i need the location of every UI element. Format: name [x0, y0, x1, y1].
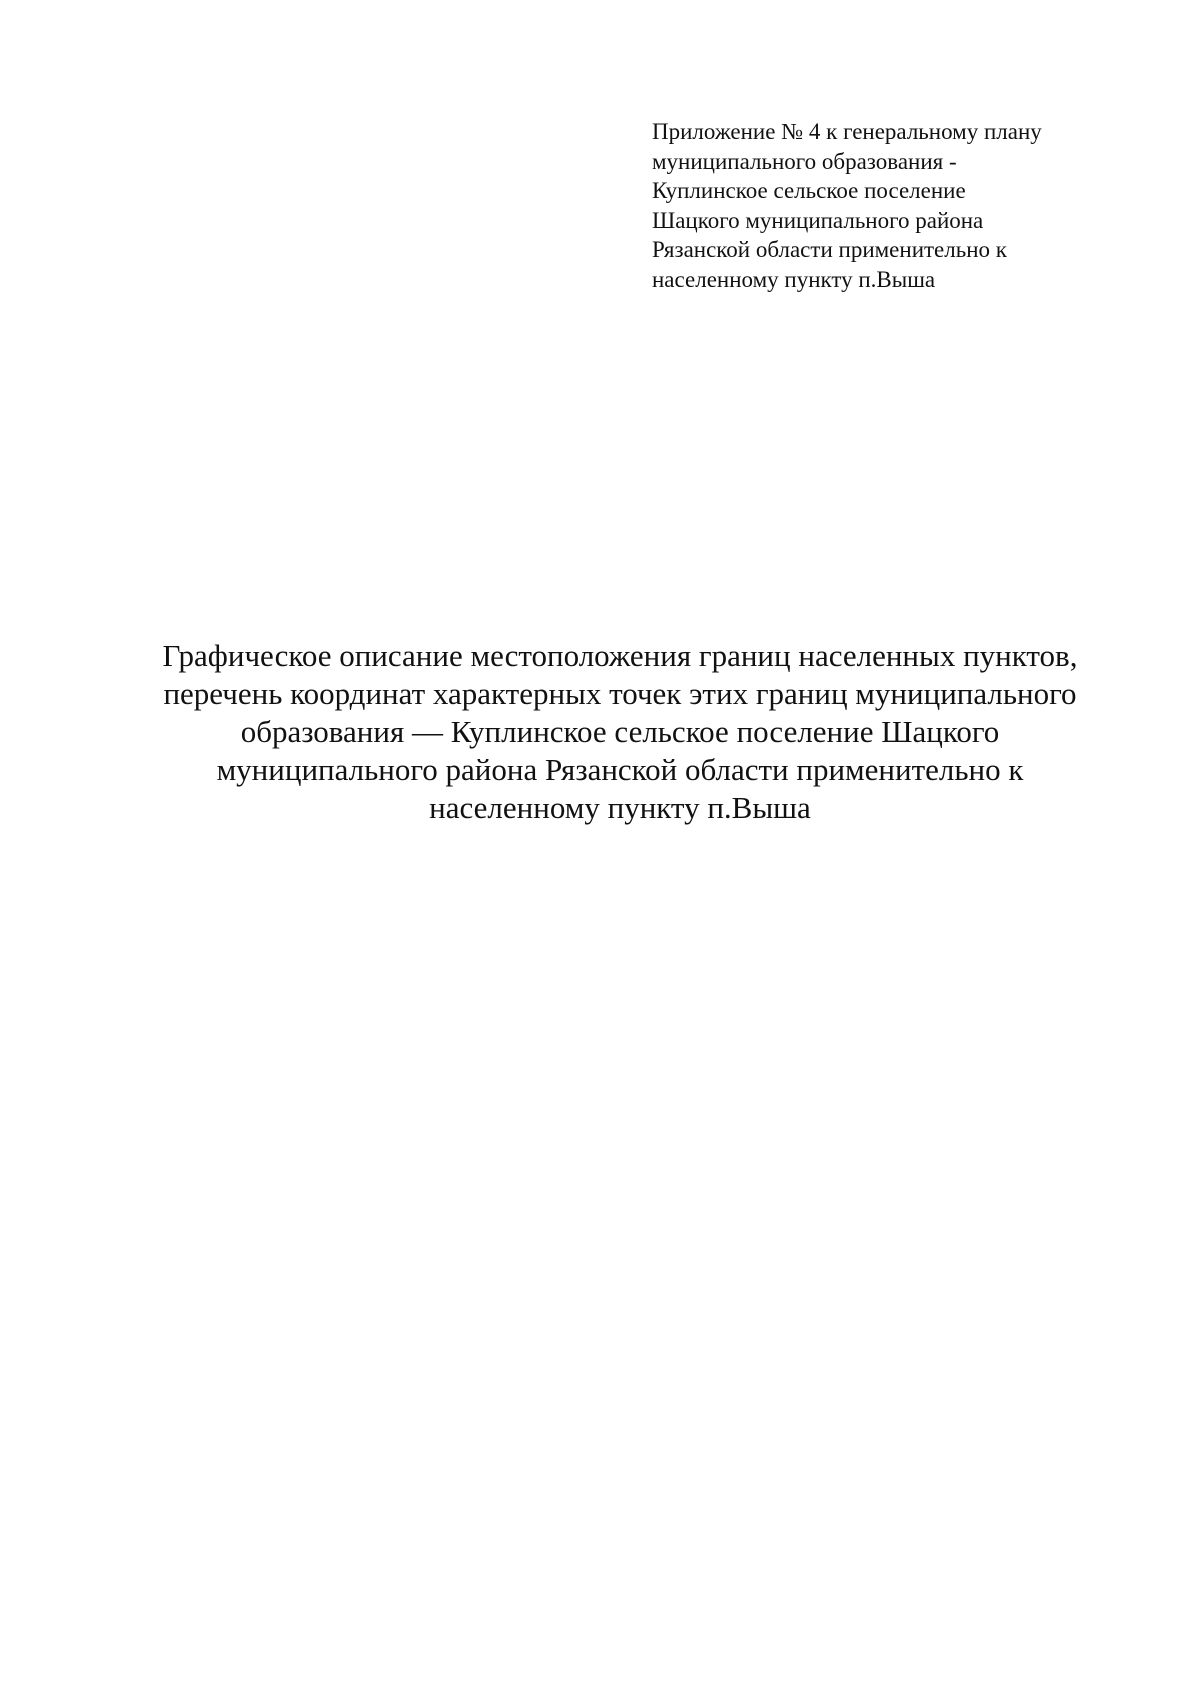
document-title — [120, 637, 1120, 827]
document-title-line: перечень координат характерных точек этих границ муниципального — [163, 676, 1077, 711]
document-title-line: Графическое описание местоположения границ населенных пунктов, — [162, 638, 1078, 673]
appendix-note-line: Куплинское сельское поселение — [652, 178, 966, 203]
document-title-line: образования — Куплинское сельское поселение Шацкого — [240, 714, 1000, 749]
appendix-note-line: Приложение № 4 к генеральному плану — [652, 119, 1042, 144]
document-title-line: населенному пункту п.Выша — [429, 790, 811, 825]
appendix-note — [652, 117, 1122, 294]
document-title-line: муниципального района Рязанской области применительно к — [216, 752, 1024, 787]
appendix-note-line: муниципального образования - — [652, 148, 957, 174]
appendix-note-line: Рязанской области применительно к — [652, 237, 1007, 262]
appendix-note-line: Шацкого муниципального района — [652, 207, 984, 233]
appendix-note-line: населенному пункту п.Выша — [652, 266, 936, 292]
